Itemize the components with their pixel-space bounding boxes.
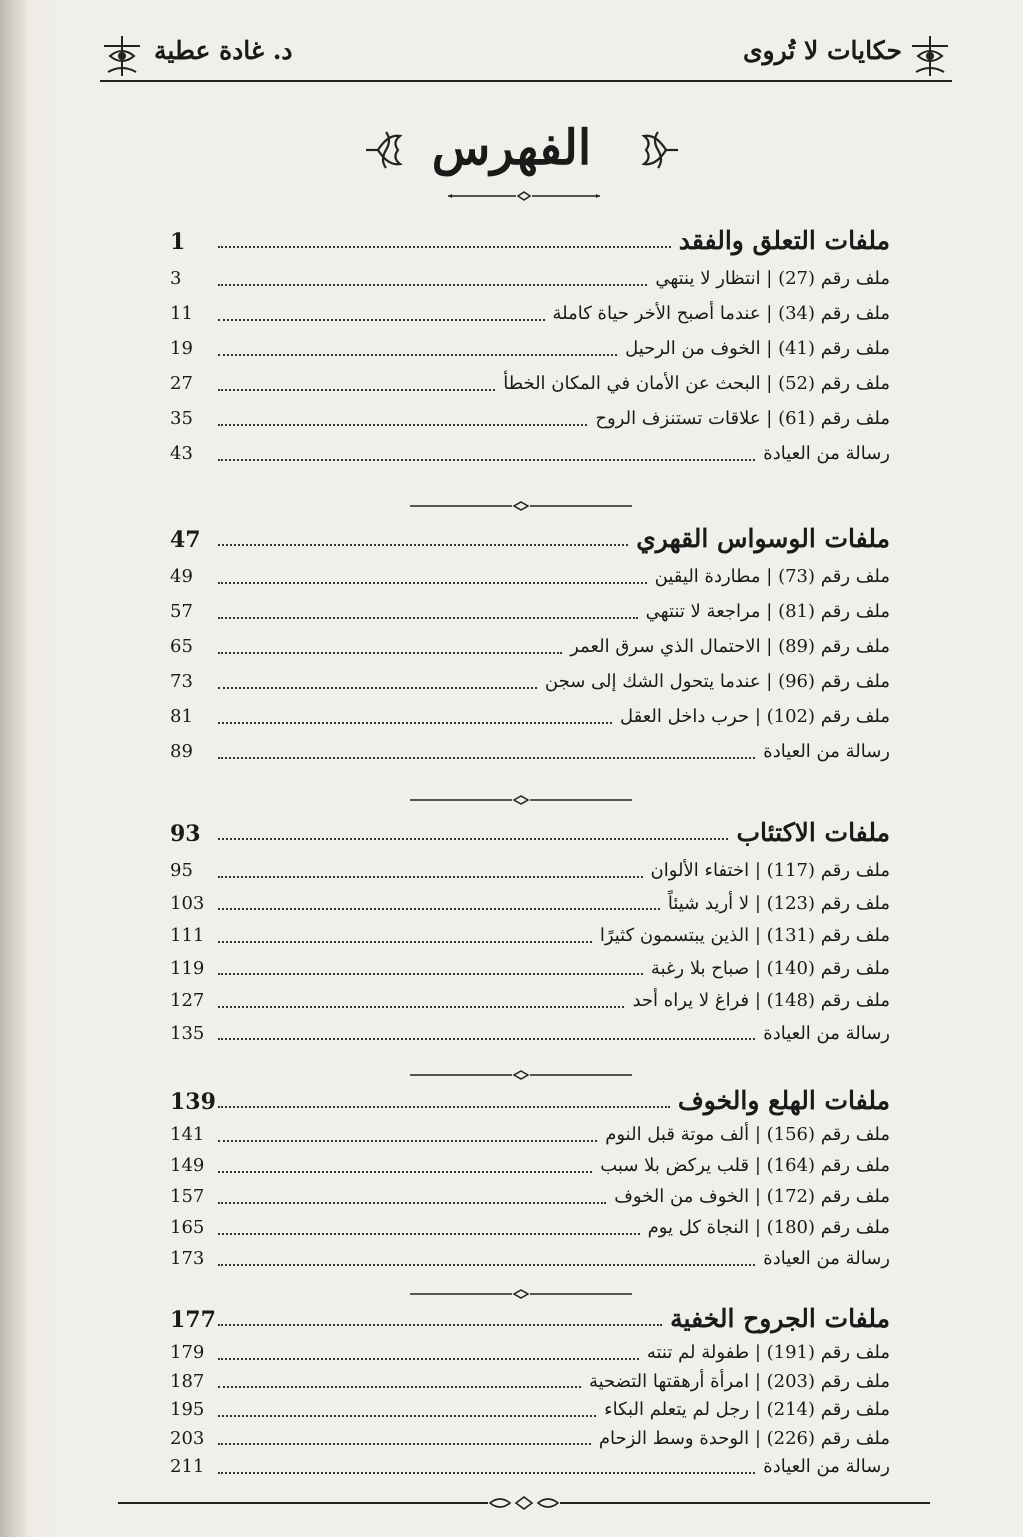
dot-leader xyxy=(218,617,638,619)
book-spine xyxy=(0,0,26,1537)
page-number: 47 xyxy=(170,527,201,553)
dot-leader xyxy=(218,1324,662,1326)
page-number: 1 xyxy=(170,229,186,255)
dot-leader xyxy=(218,1140,597,1142)
toc-entry-row[interactable] xyxy=(170,408,890,429)
page-number: 141 xyxy=(170,1124,205,1145)
page-number: 211 xyxy=(170,1456,205,1477)
page-number: 3 xyxy=(170,268,182,289)
page-number: 81 xyxy=(170,706,193,727)
dot-leader xyxy=(218,389,495,391)
toc-entry-row[interactable] xyxy=(170,1155,890,1176)
entry-title: ملف رقم (96) | عندما يتحول الشك إلى سجن xyxy=(544,671,890,692)
dot-leader xyxy=(218,973,643,975)
dot-leader xyxy=(218,354,617,356)
dot-leader xyxy=(218,1038,755,1040)
page-header xyxy=(100,30,952,82)
toc-entry-row[interactable] xyxy=(170,925,890,946)
entry-title: ملف رقم (131) | الذين يبتسمون كثيرًا xyxy=(599,925,890,946)
title-divider xyxy=(448,190,600,202)
entry-title: ملف رقم (52) | البحث عن الأمان في المكان الخطأ xyxy=(503,373,890,394)
entry-title: رسالة من العيادة xyxy=(763,1456,890,1477)
dot-leader xyxy=(218,1415,596,1417)
page-number: 149 xyxy=(170,1155,205,1176)
dot-leader xyxy=(218,1171,592,1173)
entry-title: ملف رقم (172) | الخوف من الخوف xyxy=(614,1186,890,1207)
footer-divider xyxy=(118,1494,930,1512)
section-divider xyxy=(410,1288,632,1300)
entry-title: ملف رقم (123) | لا أريد شيئاً xyxy=(667,892,890,914)
corner-ornament-icon xyxy=(100,34,144,78)
entry-title: ملف رقم (164) | قلب يركض بلا سبب xyxy=(600,1155,890,1176)
page-number: 57 xyxy=(170,601,193,622)
section-title: ملفات الهلع والخوف xyxy=(677,1086,890,1115)
dot-leader xyxy=(218,544,628,546)
page-number: 139 xyxy=(170,1089,216,1115)
page-number: 157 xyxy=(170,1186,205,1207)
dot-leader xyxy=(218,757,755,759)
entry-title: ملف رقم (73) | مطاردة اليقين xyxy=(654,566,890,587)
page-number: 119 xyxy=(170,957,205,979)
dot-leader xyxy=(218,1233,640,1235)
dot-leader xyxy=(218,652,562,654)
toc-entry-row[interactable] xyxy=(170,338,890,359)
toc-entry-row[interactable] xyxy=(170,1217,890,1238)
page-number: 11 xyxy=(170,303,193,324)
entry-title: رسالة من العيادة xyxy=(763,1248,890,1269)
page-number: 95 xyxy=(170,860,193,881)
section-title: ملفات الوسواس القهري xyxy=(636,524,890,553)
page-number: 177 xyxy=(170,1307,216,1333)
toc-entry-row[interactable] xyxy=(170,706,890,727)
entry-title: ملف رقم (34) | عندما أصبح الأخر حياة كاملة xyxy=(552,303,890,324)
entry-title: ملف رقم (226) | الوحدة وسط الزحام xyxy=(598,1427,890,1449)
toc-entry-row[interactable] xyxy=(170,1399,890,1420)
dot-leader xyxy=(218,687,537,689)
toc-entry-row[interactable] xyxy=(170,741,890,762)
toc-entry-row[interactable] xyxy=(170,1428,890,1449)
dot-leader xyxy=(218,876,643,878)
corner-ornament-icon xyxy=(908,34,952,78)
dot-leader xyxy=(218,1106,670,1108)
toc-entry-row[interactable] xyxy=(170,566,890,587)
toc-entry-row[interactable] xyxy=(170,1371,890,1392)
dot-leader xyxy=(218,908,660,910)
section-divider xyxy=(410,1069,632,1081)
toc-section-row[interactable] xyxy=(170,226,890,255)
page-number: 93 xyxy=(170,821,201,847)
toc-entry-row[interactable] xyxy=(170,1124,890,1145)
page-number: 203 xyxy=(170,1427,205,1449)
page-number: 195 xyxy=(170,1399,205,1420)
section-title: ملفات الاكتئاب xyxy=(736,818,890,847)
toc-entry-row[interactable] xyxy=(170,893,890,914)
entry-title: ملف رقم (156) | ألف موتة قبل النوم xyxy=(605,1124,890,1145)
dot-leader xyxy=(218,1202,606,1204)
entry-title: رسالة من العيادة xyxy=(763,1022,890,1044)
dot-leader xyxy=(218,1443,591,1445)
dot-leader xyxy=(218,838,728,840)
entry-title: ملف رقم (214) | رجل لم يتعلم البكاء xyxy=(604,1399,890,1420)
title-block xyxy=(0,118,1023,208)
toc-section-row[interactable] xyxy=(170,1304,890,1333)
page-number: 173 xyxy=(170,1248,205,1269)
entry-title: ملف رقم (191) | طفولة لم تنته xyxy=(646,1342,890,1363)
page-number: 19 xyxy=(170,338,193,359)
dot-leader xyxy=(218,1472,755,1474)
entry-title: ملف رقم (27) | انتظار لا ينتهي xyxy=(655,268,890,289)
toc-section-row[interactable] xyxy=(170,818,890,847)
section-title: ملفات التعلق والفقد xyxy=(678,226,890,255)
dot-leader xyxy=(218,582,647,584)
book-title: حكايات لا تُروى xyxy=(742,36,902,65)
section-title: ملفات الجروح الخفية xyxy=(670,1304,890,1333)
dot-leader xyxy=(218,1386,581,1388)
entry-title: ملف رقم (140) | صباح بلا رغبة xyxy=(650,957,890,979)
page-number: 179 xyxy=(170,1342,205,1363)
entry-title: ملف رقم (148) | فراغ لا يراه أحد xyxy=(632,990,890,1011)
toc-entry-row[interactable] xyxy=(170,636,890,657)
page-number: 111 xyxy=(170,925,205,946)
page-number: 165 xyxy=(170,1217,205,1238)
dot-leader xyxy=(218,246,671,248)
dot-leader xyxy=(218,284,647,286)
entry-title: ملف رقم (102) | حرب داخل العقل xyxy=(619,706,890,727)
entry-title: رسالة من العيادة xyxy=(763,443,890,464)
page-number: 89 xyxy=(170,741,193,762)
page-number: 127 xyxy=(170,990,205,1011)
entry-title: ملف رقم (61) | علاقات تستنزف الروح xyxy=(595,408,890,429)
entry-title: رسالة من العيادة xyxy=(763,741,890,762)
toc-entry-row[interactable] xyxy=(170,601,890,622)
page-number: 65 xyxy=(170,636,193,657)
entry-title: ملف رقم (117) | اختفاء الألوان xyxy=(650,860,890,881)
page-number: 73 xyxy=(170,671,193,692)
section-divider xyxy=(410,500,632,512)
toc-entry-row[interactable] xyxy=(170,1456,890,1477)
dot-leader xyxy=(218,319,545,321)
dot-leader xyxy=(218,1006,624,1008)
toc-entry-row[interactable] xyxy=(170,958,890,979)
entry-title: ملف رقم (180) | النجاة كل يوم xyxy=(647,1217,890,1238)
entry-title: ملف رقم (89) | الاحتمال الذي سرق العمر xyxy=(570,636,890,657)
toc-entry-row[interactable] xyxy=(170,1023,890,1044)
toc-entry-row[interactable] xyxy=(170,671,890,692)
toc-entry-row[interactable] xyxy=(170,860,890,881)
toc-entry-row[interactable] xyxy=(170,373,890,394)
entry-title: ملف رقم (203) | امرأة أرهقتها التضحية xyxy=(588,1370,890,1392)
page-number: 135 xyxy=(170,1022,205,1044)
dot-leader xyxy=(218,722,612,724)
page-number: 103 xyxy=(170,892,205,914)
page-number: 27 xyxy=(170,373,193,394)
entry-title: ملف رقم (41) | الخوف من الرحيل xyxy=(625,338,890,359)
toc-entry-row[interactable] xyxy=(170,1342,890,1363)
dot-leader xyxy=(218,1358,639,1360)
toc-entry-row[interactable] xyxy=(170,303,890,324)
page-title: الفهرس xyxy=(431,120,592,176)
toc-entry-row[interactable] xyxy=(170,990,890,1011)
fleuron-left-icon xyxy=(364,128,406,172)
toc-entry-row[interactable] xyxy=(170,268,890,289)
section-divider xyxy=(410,794,632,806)
toc-entry-row[interactable] xyxy=(170,1186,890,1207)
dot-leader xyxy=(218,424,587,426)
dot-leader xyxy=(218,1264,755,1266)
toc-section-row[interactable] xyxy=(170,1086,890,1115)
header-rule xyxy=(100,80,952,82)
fleuron-right-icon xyxy=(638,128,680,172)
dot-leader xyxy=(218,941,592,943)
page-number: 43 xyxy=(170,443,193,464)
author-name: د. غادة عطية xyxy=(154,36,293,65)
toc-entry-row[interactable] xyxy=(170,1248,890,1269)
toc-section-row[interactable] xyxy=(170,524,890,553)
page-number: 49 xyxy=(170,566,193,587)
toc-entry-row[interactable] xyxy=(170,443,890,464)
page-number: 187 xyxy=(170,1370,205,1392)
page-number: 35 xyxy=(170,408,193,429)
dot-leader xyxy=(218,459,755,461)
entry-title: ملف رقم (81) | مراجعة لا تنتهي xyxy=(645,601,890,622)
